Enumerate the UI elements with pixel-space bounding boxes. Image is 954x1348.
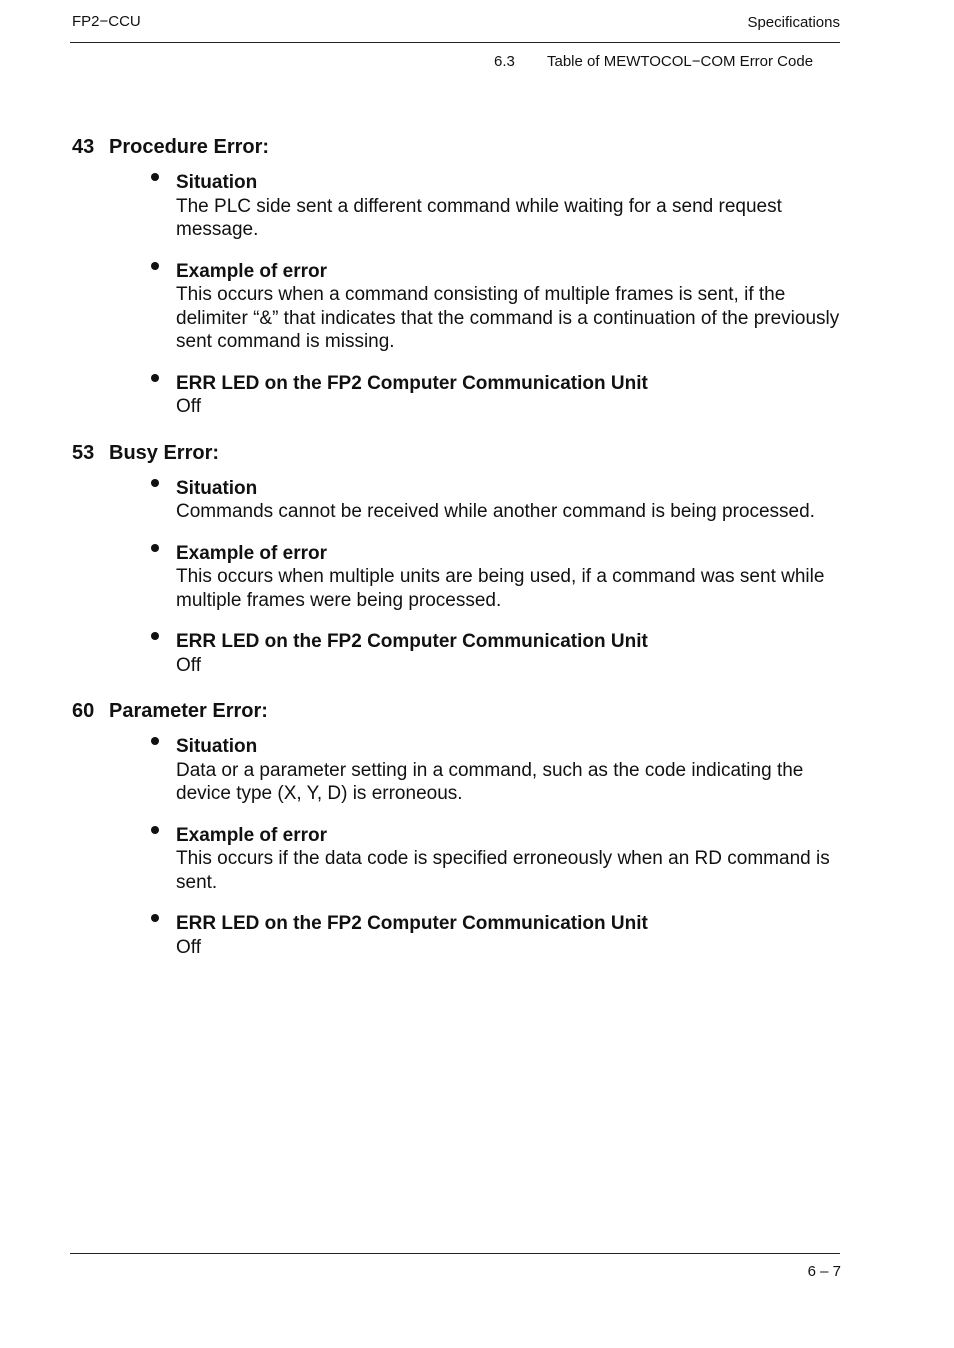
situation-label: Situation <box>176 477 258 499</box>
error-heading <box>72 697 842 725</box>
example-label: Example of error <box>176 542 327 564</box>
bullet-icon <box>151 632 159 640</box>
example-item <box>72 260 842 354</box>
footer-rule <box>70 1253 840 1254</box>
error-entry-60 <box>72 697 842 959</box>
error-list <box>72 133 842 979</box>
example-item <box>72 542 842 613</box>
situation-item <box>72 735 842 806</box>
example-text: This occurs when a command consisting of multiple frames is sent, if the delimiter “&” that indicates that the command is a continuation of the previously sent command is missing. <box>176 284 840 352</box>
section-title: Table of MEWTOCOL−COM Error Code <box>547 53 814 70</box>
error-code: 60 <box>72 700 95 722</box>
example-label: Example of error <box>176 260 327 282</box>
error-details <box>72 477 842 678</box>
situation-text: The PLC side sent a different command while waiting for a send request message. <box>176 195 782 240</box>
bullet-icon <box>151 374 159 382</box>
example-text: This occurs when multiple units are being used, if a command was sent while multiple frames were being processed. <box>176 566 825 611</box>
situation-item <box>72 477 842 524</box>
led-label: ERR LED on the FP2 Computer Communication Unit <box>176 913 648 934</box>
error-code: 43 <box>72 136 95 158</box>
bullet-icon <box>151 544 159 552</box>
example-label: Example of error <box>176 824 327 846</box>
error-entry-53 <box>72 439 842 678</box>
led-item <box>72 912 842 959</box>
error-title: Parameter Error: <box>109 700 268 722</box>
led-label: ERR LED on the FP2 Computer Communication Unit <box>176 372 648 394</box>
error-details <box>72 171 842 419</box>
example-item <box>72 824 842 895</box>
led-item <box>72 372 842 419</box>
bullet-icon <box>151 914 159 922</box>
error-heading <box>72 439 842 467</box>
error-title: Procedure Error: <box>109 136 270 158</box>
led-item <box>72 630 842 677</box>
situation-text: Data or a parameter setting in a command, such as the code indicating the device type (X, Y, D) is erroneous. <box>176 759 804 804</box>
error-heading <box>72 133 842 161</box>
error-code: 53 <box>72 441 95 464</box>
section-number: 6.3 <box>494 53 515 70</box>
led-value: Off <box>176 396 201 417</box>
situation-item <box>72 171 842 242</box>
led-value: Off <box>176 936 201 958</box>
error-entry-43 <box>72 133 842 419</box>
header-product: FP2−CCU <box>72 13 141 30</box>
situation-label: Situation <box>176 172 258 193</box>
page-number: 6 – 7 <box>807 1263 841 1280</box>
bullet-icon <box>151 826 159 834</box>
header-rule <box>70 42 840 43</box>
bullet-icon <box>151 737 159 745</box>
bullet-icon <box>151 479 159 487</box>
header-chapter: Specifications <box>747 14 840 31</box>
example-text: This occurs if the data code is specified erroneously when an RD command is sent. <box>176 848 830 893</box>
situation-text: Commands cannot be received while another command is being processed. <box>176 501 815 522</box>
led-label: ERR LED on the FP2 Computer Communication Unit <box>176 631 648 652</box>
bullet-icon <box>151 173 159 181</box>
situation-label: Situation <box>176 736 258 757</box>
led-value: Off <box>176 654 201 676</box>
bullet-icon <box>151 262 159 270</box>
error-details <box>72 735 842 959</box>
error-title: Busy Error: <box>109 441 220 464</box>
